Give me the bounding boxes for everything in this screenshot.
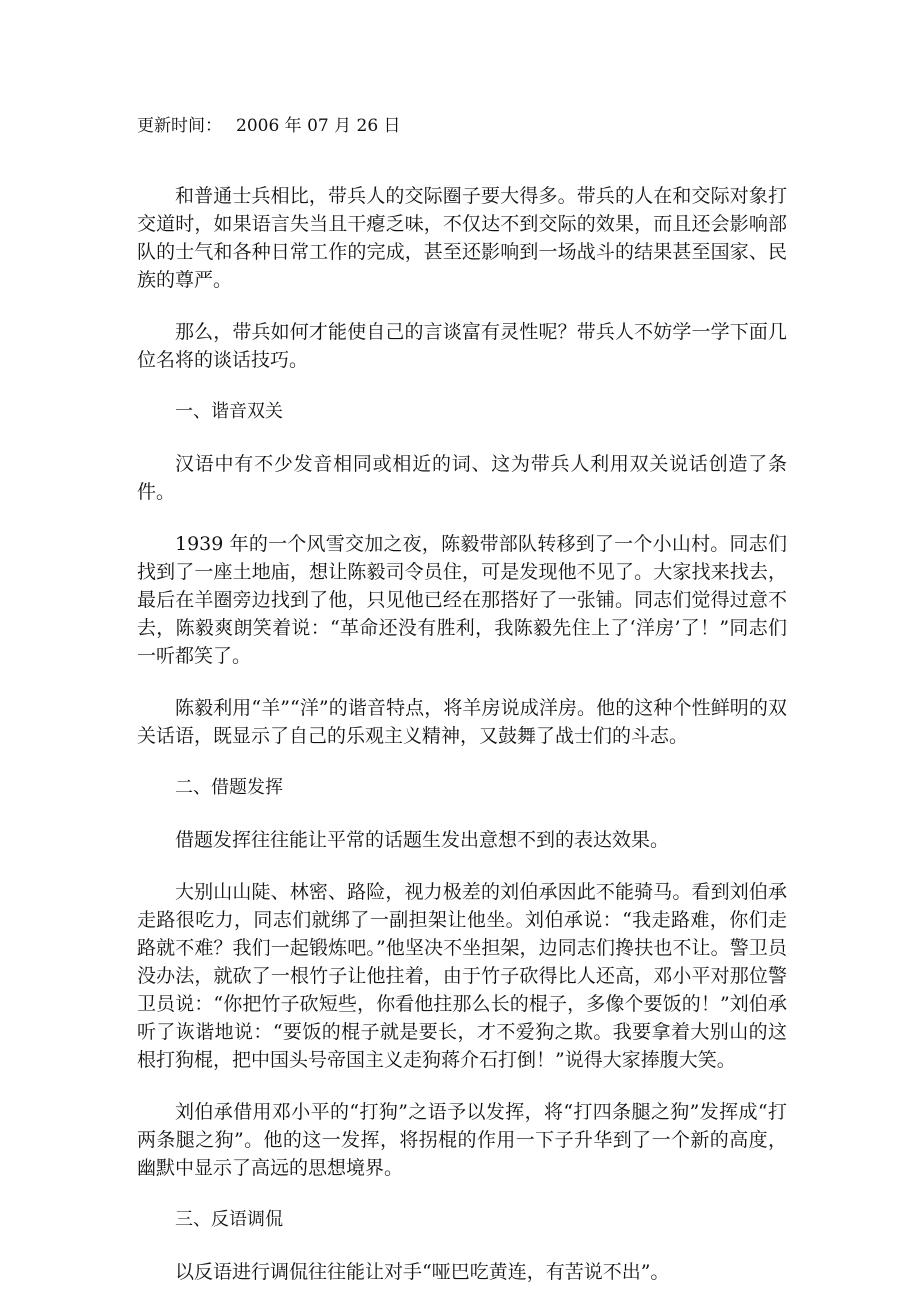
intro-paragraph: 那么，带兵如何才能使自己的言谈富有灵性呢？带兵人不妨学一学下面几位名将的谈话技巧。 (137, 321, 787, 371)
section-paragraph: 借题发挥往往能让平常的话题生发出意想不到的表达效果。 (175, 829, 670, 851)
section-heading-ironic-teasing: 三、反语调侃 (175, 1209, 283, 1230)
article-body (137, 182, 787, 1310)
section-paragraph: 1939 年的一个风雪交加之夜，陈毅带部队转移到了一个小山村。同志们找到了一座土地庙，想让陈毅司令员住，可是发现他不见了。大家找来找去，最后在羊圈旁边找到了他，只见他已经在那搭好了一张铺。同志们觉得过意不去，陈毅爽朗笑着说：“革命还没有胜利，我陈毅先住上了‘洋房’了！”同志们一听都笑了。 (137, 533, 787, 667)
update-time-label: 更新时间： (137, 116, 222, 136)
update-time-date: 2006 年 07 月 26 日 (236, 116, 401, 136)
section-paragraph: 大别山山陡、林密、路险，视力极差的刘伯承因此不能骑马。看到刘伯承走路很吃力，同志们就绑了一副担架让他坐。刘伯承说：“我走路难，你们走路就不难？我们一起锻炼吧。”他坚决不坐担架，边同志们搀扶也不让。警卫员没办法，就砍了一根竹子让他拄着，由于竹子砍得比人还高，邓小平对那位警卫员说：“你把竹子砍短些，你看他拄那么长的棍子，多像个要饭的！”刘伯承听了诙谐地说：“要饭的棍子就是要长，才不爱狗之欺。我要拿着大别山的这根打狗棍，把中国头号帝国主义走狗蒋介石打倒！”说得大家捧腹大笑。 (137, 881, 787, 1071)
section-paragraph: 陈毅利用“羊”“洋”的谐音特点，将羊房说成洋房。他的这种个性鲜明的双关话语，既显示了自己的乐观主义精神，又鼓舞了战士们的斗志。 (137, 697, 787, 747)
section-heading-homophone-pun: 一、谐音双关 (175, 401, 283, 422)
section-heading-borrowed-topic: 二、借题发挥 (175, 777, 283, 798)
section-paragraph: 汉语中有不少发音相同或相近的词、这为带兵人利用双关说话创造了条件。 (137, 453, 787, 503)
update-time-line (137, 113, 401, 139)
section-paragraph: 以反语进行调侃往往能让对手“哑巴吃黄连，有苦说不出”。 (175, 1261, 670, 1283)
intro-paragraph: 和普通士兵相比，带兵人的交际圈子要大得多。带兵的人在和交际对象打交道时，如果语言失当且干瘪乏味，不仅达不到交际的效果，而且还会影响部队的士气和各种日常工作的完成，甚至还影响到一场战斗的结果甚至国家、民族的尊严。 (137, 185, 787, 291)
section-paragraph: 刘伯承借用邓小平的“打狗”之语予以发挥，将“打四条腿之狗”发挥成“打两条腿之狗”。他的这一发挥，将拐棍的作用一下子升华到了一个新的高度，幽默中显示了高远的思想境界。 (137, 1101, 787, 1179)
